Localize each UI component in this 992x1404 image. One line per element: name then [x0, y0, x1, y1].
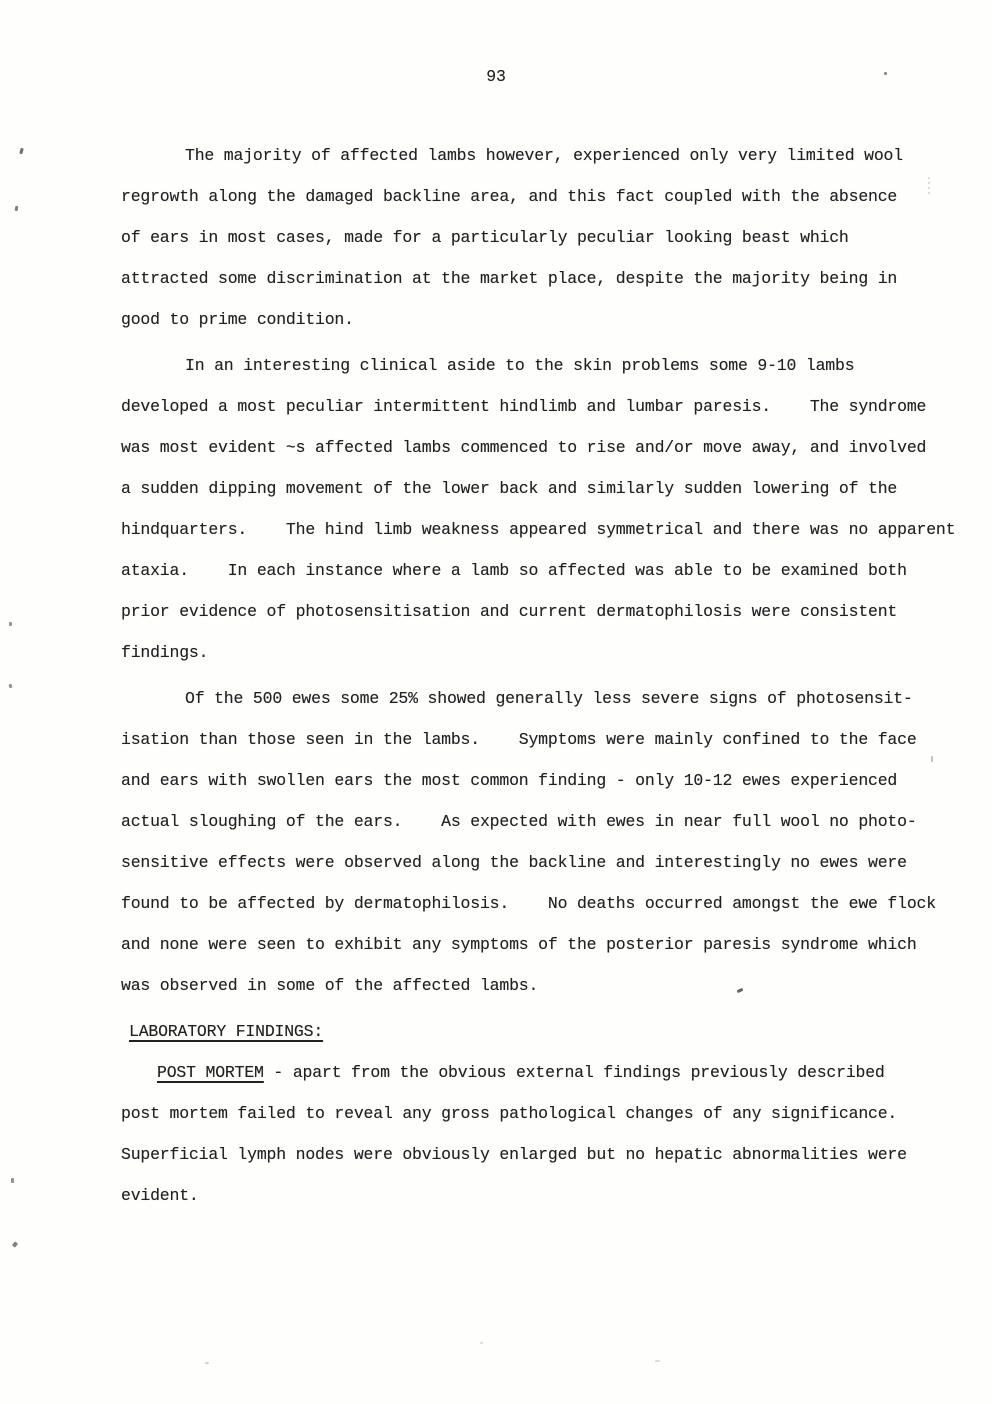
paragraph: [121, 135, 981, 340]
scan-artifact: [19, 148, 23, 155]
section-heading-block: [121, 1011, 981, 1052]
text-line: post mortem failed to reveal any gross pathological changes of any significance.: [121, 1104, 898, 1123]
scan-artifact: [15, 206, 19, 211]
text-line: was observed in some of the affected lambs.: [121, 976, 539, 995]
text-line: isation than those seen in the lambs. Symptoms were mainly confined to the face: [121, 730, 917, 749]
scan-artifact: [928, 177, 930, 195]
scan-artifact: [480, 1342, 483, 1344]
text-line: was most evident ~s affected lambs commenced to rise and/or move away, and involved: [121, 438, 927, 457]
text-line: ataxia. In each instance where a lamb so affected was able to be examined both: [121, 561, 907, 580]
section-heading: [121, 1011, 981, 1052]
paragraph: [121, 678, 981, 1006]
text-line: of ears in most cases, made for a particularly peculiar looking beast which: [121, 228, 849, 247]
text-line: sensitive effects were observed along the backline and interestingly no ewes were: [121, 853, 907, 872]
text-line: evident.: [121, 1186, 199, 1205]
scan-artifact: [884, 72, 887, 75]
text-line: good to prime condition.: [121, 310, 354, 329]
scan-artifact: [8, 684, 12, 689]
scan-artifact: [11, 1178, 14, 1183]
text-line: prior evidence of photosensitisation and current dermatophilosis were consistent: [121, 602, 898, 621]
scan-artifact: [655, 1360, 660, 1362]
post-mortem-lead-suffix: - apart from the obvious external findings previously described: [263, 1063, 885, 1082]
text-line: Of the 500 ewes some 25% showed generally less severe signs of photosensit-: [185, 689, 913, 708]
document-body: [121, 135, 981, 1221]
text-line: In an interesting clinical aside to the skin problems some 9-10 lambs: [185, 356, 855, 375]
scan-artifact: [12, 1241, 18, 1247]
text-line: findings.: [121, 643, 209, 662]
text-line: Superficial lymph nodes were obviously enlarged but no hepatic abnormalities were: [121, 1145, 907, 1164]
paragraph: [121, 1052, 981, 1216]
text-line: actual sloughing of the ears. As expected with ewes in near full wool no photo-: [121, 812, 917, 831]
scan-artifact: [205, 1362, 209, 1364]
text-line: developed a most peculiar intermittent hindlimb and lumbar paresis. The syndrome: [121, 397, 927, 416]
text-line: and ears with swollen ears the most common finding - only 10-12 ewes experienced: [121, 771, 898, 790]
page-number: 93: [486, 67, 506, 86]
section-heading-text: LABORATORY FINDINGS:: [129, 1022, 324, 1041]
text-line: found to be affected by dermatophilosis. No deaths occurred amongst the ewe flock: [121, 894, 936, 913]
text-line: a sudden dipping movement of the lower back and similarly sudden lowering of the: [121, 479, 898, 498]
text-line: [121, 1052, 981, 1093]
paragraph: [121, 345, 981, 673]
scan-artifact: [9, 622, 12, 626]
text-line: hindquarters. The hind limb weakness appeared symmetrical and there was no apparent: [121, 520, 956, 539]
text-line: regrowth along the damaged backline area, and this fact coupled with the absence: [121, 187, 898, 206]
text-line: and none were seen to exhibit any symptoms of the posterior paresis syndrome which: [121, 935, 917, 954]
text-line: The majority of affected lambs however, experienced only very limited wool: [185, 146, 903, 165]
post-mortem-lead: POST MORTEM: [157, 1063, 264, 1082]
text-line: attracted some discrimination at the market place, despite the majority being in: [121, 269, 898, 288]
scan-artifact: [931, 756, 933, 762]
